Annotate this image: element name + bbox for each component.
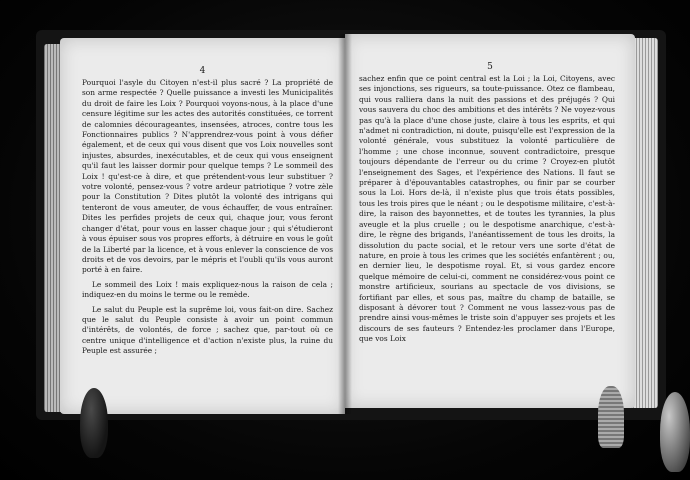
- right-page-number: 5: [487, 62, 493, 72]
- paragraph: Le sommeil des Loix ! mais expliquez-nous la raison de cela ; indiquez-en du moins le terme ou le remède.: [82, 279, 333, 300]
- left-finger: [80, 388, 108, 458]
- left-page: [60, 38, 345, 414]
- book-gutter: [338, 34, 352, 414]
- paragraph: sachez enfin que ce point central est la Loi ; la Loi, Citoyens, avec ses injonctions, ses rigueurs, sa toute-puissance. Otez ce flambeau, qui vous ralliera dans la nuit des passions et des préjugés ? Qui vous sauvera du choc des ambitions et des intérêts ? Ne voyez-vous pas qu'à la place d'une chose juste, claire à tous les esprits, et qui n'admet ni contradiction, ni doute, puisqu'elle est l'expression de la volonté générale, vous substituez la volonté particulière de l'homme ; une chose inconnue, souvent contradictoire, presque toujours dépendante de l'erreur ou du crime ? Croyez-en plutôt l'enseignement des Sages, et l'expérience des Nations. Il faut se préparer à d'épouvantables catastrophes, ou finir par se courber sous la Loi. Hors de-là, il n'existe plus que trois états possibles, tous les trois pires que le néant ; ou le despotisme militaire, c'est-à-dire, la raison des bayonnettes, et de toutes les tyrannies, la plus aveugle et la plus cruelle ; ou le despotisme anarchique, c'est-à-dire, le règne des brigands, l'anéantissement de tous les droits, la dissolution du pacte social, et le retour vers une sorte d'état de nature, en proie à tous les crimes que les sociétés enfantèrent ; ou, en dernier lieu, le despotisme royal. Et, si vous gardez encore quelque mémoire de celui-ci, comment ne considérez-vous point ce monstre artificieux, sourians au spectacle de vos divisions, se fortifiant par elles, et sous pas, maître du champ de bataille, se disposant à dévorer tout ? Comment ne vous lassez-vous pas de prendre ainsi vous-mêmes le triste soin d'appuyer ses projets et les discours de ses fauteurs ? Entendez-les proclamer dans l'Europe, que vos Loix: [359, 74, 615, 344]
- paragraph: Le salut du Peuple est la suprême loi, vous fait-on dire. Sachez que le salut du Peuple consiste à avoir un point commun d'intérêts, de volontés, de force ; sachez que, par-tout où ce centre unique d'intelligence et d'action n'existe plus, la ruine du Peuple est assurée ;: [82, 304, 333, 356]
- left-page-text: [82, 78, 333, 357]
- thimble-finger: [598, 386, 624, 448]
- left-page-number: 4: [199, 66, 206, 76]
- paragraph: Pourquoi l'asyle du Citoyen n'est-il plus sacré ? La propriété de son arme respectée ? Quelle puissance a investi les Municipalités du droit de faire les Loix ? Pourquoi voyons-nous, à la place d'une censure légitime sur les actes des autorités constituées, ce torrent de calomnies décourageantes, insensées, atroces, contre tous les Fonctionnaires publics ? N'apprendrez-vous point à vous défier également, et de ceux qui vous disent que vos Loix nouvelles sont injustes, absurdes, inexécutables, et de ceux qui vous enseignent qu'il faut les laisser dormir pour quelque temps ? Le sommeil des Loix ! qu'est-ce à dire, et que prétendent-vous leur substituer ? votre volonté, pensez-vous ? votre ardeur patriotique ? votre zèle pour la Constitution ? Dites plutôt la volonté des intrigans qui tenteront de vous ameuter, de vous échauffer, de vous entraîner. Dites les perfides projets de ceux qui, chaque jour, vous feront changer d'état, pour vous en lasser chaque jour ; qui s'étudieront à vous épuiser sous vos propres efforts, à détruire en vous le goût de la Liberté par la licence, et à vous enlever la conscience de vos droits et de vos devoirs, par le mépris et l'oubli qu'ils vous auront porté à en faire.: [82, 78, 333, 275]
- right-page: [345, 34, 635, 408]
- right-page-text: [359, 74, 615, 345]
- right-finger: [660, 392, 690, 472]
